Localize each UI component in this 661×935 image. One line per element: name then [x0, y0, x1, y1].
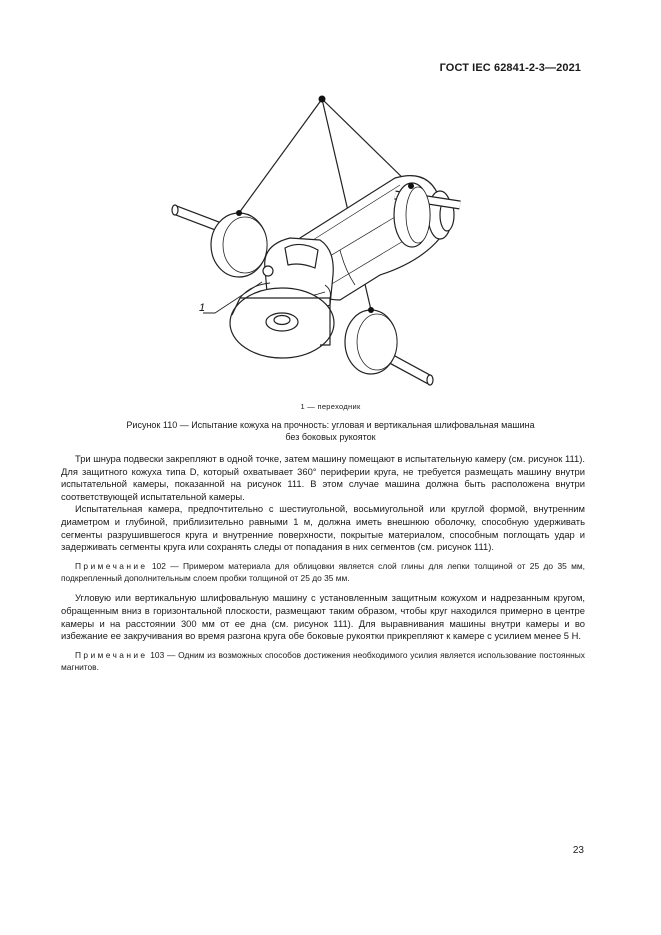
note-label: Примечание [75, 649, 148, 660]
cord-attachment-right [408, 183, 414, 189]
paragraph-1: Три шнура подвески закрепляют в одной точке, затем машину помещают в испытательную камеру (см. рисунок 111). Для защитного кожуха типа D, который охватывает 360° периферии круга, не требуется размещать машину внутри испытательной камеры, показанной на рисунок 111. В этом случае машина должна быть расположена внутри соответствующей испытательной камеры. [61, 453, 585, 502]
paragraph-3: Угловую или вертикальную шлифовальную машину с установленным защитным кожухом и надрезанным кругом, обращенным вниз в горизонтальной плоскости, размещают таким образом, чтобы круг находился примерно в центре камеры и на расстоянии 300 мм от ее дна (см. рисунок 111). Для выравнивания машины внутри камеры и во избежание ее закручивания во время разгона круга обе боковые рукоятки прикрепляют к камере с усилием менее 5 Н. [61, 592, 585, 642]
document-header: ГОСТ IEC 62841-2-3—2021 [439, 62, 581, 74]
cord-attachment-middle [368, 307, 374, 313]
callout-number: 1 [199, 302, 206, 314]
spindle-lock-button [263, 266, 273, 276]
cord-attachment-left [236, 210, 242, 216]
suspension-cord-left [239, 99, 322, 213]
note-text: 102 — Примером материала для облицовки является слой глины для лепки толщиной от 25 до 35 мм, подкрепленный дополнительным слоем пробки толщиной от 25 до 35 мм. [61, 560, 586, 584]
angle-grinder-figure [165, 90, 465, 390]
suspension-point [319, 96, 326, 103]
note-label: Примечание [75, 560, 148, 571]
paragraph-2: Испытательная камера, предпочтительно с шестиугольной, восьмиугольной или круглой формой, внутренним диаметром и глубиной, приблизительно равными 1 м, должна иметь внешнюю оболочку, способную удерживать сегменты разрушившегося круга и внутренние поверхности, покрытые материалом, способным поглощать удар и задерживать сегменты круга или сохранять следы от попадания в них сегментов (см. рисунок 111). [61, 503, 585, 553]
caption-line-2: без боковых рукояток [285, 432, 376, 442]
figure-caption [60, 419, 601, 443]
body-text [61, 453, 585, 681]
page-number: 23 [572, 845, 584, 856]
note-102 [61, 560, 585, 585]
suspension-cord-right [322, 99, 411, 186]
figure-legend: 1 — переходник [300, 402, 361, 411]
caption-line-1: Рисунок 110 — Испытание кожуха на прочность: угловая и вертикальная шлифовальная машина [126, 420, 535, 430]
note-text: 103 — Одним из возможных способов достижения необходимого усилия является использование постоянных магнитов. [61, 649, 585, 673]
note-103 [61, 649, 585, 674]
